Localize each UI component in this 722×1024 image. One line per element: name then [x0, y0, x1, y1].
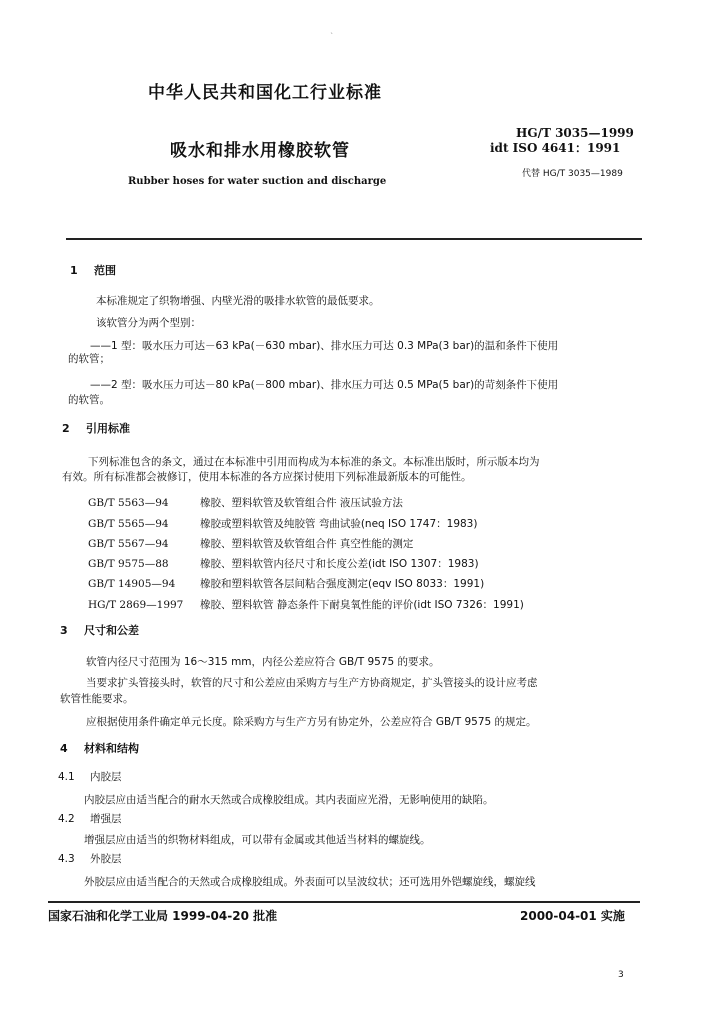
section-number: 3 — [60, 624, 68, 637]
paragraph: ——2 型：吸水压力可达－80 kPa(－800 mbar)、排水压力可达 0.5 MPa(5 bar)的苛刻条件下使用 — [90, 379, 559, 391]
reference-title: 橡胶、塑料软管及软管组合件 真空性能的测定 — [200, 538, 414, 550]
paragraph: 该软管分为两个型别： — [96, 317, 201, 329]
paragraph: 应根据使用条件确定单元长度。除采购方与生产方另有协定外，公差应符合 GB/T 9575 的规定。 — [86, 716, 537, 728]
reference-entry — [88, 576, 484, 591]
reference-title: 橡胶、塑料软管 静态条件下耐臭氧性能的评价(idt ISO 7326：1991) — [200, 599, 524, 611]
paragraph: 内胶层应由适当配合的耐水天然或合成橡胶组成。其内表面应光滑，无影响使用的缺陷。 — [84, 794, 494, 806]
reference-entry — [88, 536, 413, 551]
standard-body-heading: 中华人民共和国化工行业标准 — [148, 83, 382, 103]
reference-entry — [88, 597, 524, 612]
reference-code: GB/T 9575—88 — [88, 558, 169, 570]
paragraph: ——1 型：吸水压力可达－63 kPa(－630 mbar)、排水压力可达 0.3 MPa(3 bar)的温和条件下使用 — [90, 340, 559, 352]
section-number: 4 — [60, 742, 68, 755]
reference-entry — [88, 516, 477, 531]
page-number: 3 — [618, 970, 624, 980]
reference-code: HG/T 2869—1997 — [88, 599, 184, 611]
reference-code: GB/T 5563—94 — [88, 497, 169, 509]
subsection-number: 4.3 — [58, 853, 75, 865]
section-4-heading — [60, 740, 139, 756]
reference-title: 橡胶和塑料软管各层间粘合强度测定(eqv ISO 8033：1991) — [200, 578, 485, 590]
reference-code: GB/T 5567—94 — [88, 538, 169, 550]
page-title: 吸水和排水用橡胶软管 — [170, 141, 350, 161]
standard-number: HG/T 3035—1999 — [516, 126, 634, 140]
section-title: 引用标准 — [86, 422, 130, 435]
subsection-4-1-heading — [58, 770, 122, 784]
subsection-title: 内胶层 — [90, 771, 122, 783]
paragraph: 软管性能要求。 — [60, 693, 134, 705]
replaces-note: 代替 HG/T 3035—1989 — [522, 169, 623, 179]
section-number: 1 — [70, 264, 78, 277]
section-3-heading — [60, 622, 139, 638]
paragraph: 软管内径尺寸范围为 16～315 mm，内径公差应符合 GB/T 9575 的要求。 — [86, 656, 440, 668]
paragraph: 增强层应由适当的织物材料组成，可以带有金属或其他适当材料的螺旋线。 — [84, 834, 431, 846]
section-1-heading — [70, 262, 116, 278]
header-divider — [66, 238, 642, 240]
subsection-4-2-heading — [58, 812, 122, 826]
scan-speck: ˋ — [330, 32, 334, 41]
subsection-number: 4.1 — [58, 771, 75, 783]
paragraph: 的软管。 — [68, 394, 110, 406]
paragraph: 本标准规定了织物增强、内壁光滑的吸排水软管的最低要求。 — [96, 295, 380, 307]
subsection-4-3-heading — [58, 852, 122, 866]
reference-entry — [88, 495, 403, 510]
reference-title: 橡胶、塑料软管及软管组合件 液压试验方法 — [200, 497, 403, 509]
subsection-title: 外胶层 — [90, 853, 122, 865]
reference-title: 橡胶、塑料软管内径尺寸和长度公差(idt ISO 1307：1983) — [200, 558, 479, 570]
section-title: 尺寸和公差 — [84, 624, 139, 637]
section-title: 范围 — [94, 264, 116, 277]
paragraph: 外胶层应由适当配合的天然或合成橡胶组成。外表面可以呈波纹状；还可选用外铠螺旋线，螺旋线 — [84, 876, 536, 888]
reference-code: GB/T 5565—94 — [88, 518, 169, 530]
page-title-english: Rubber hoses for water suction and discharge — [128, 176, 387, 187]
subsection-title: 增强层 — [90, 813, 122, 825]
reference-title: 橡胶或塑料软管及纯胶管 弯曲试验(neq ISO 1747：1983) — [200, 518, 478, 530]
paragraph: 下列标准包含的条文，通过在本标准中引用而构成为本标准的条文。本标准出版时，所示版本均为 — [88, 456, 540, 468]
reference-code: GB/T 14905—94 — [88, 578, 176, 590]
approval-line: 国家石油和化学工业局 1999-04-20 批准 — [48, 909, 278, 923]
section-2-heading — [62, 420, 130, 436]
section-title: 材料和结构 — [84, 742, 139, 755]
iso-equivalent-number: idt ISO 4641：1991 — [490, 141, 621, 155]
paragraph: 当要求扩头管接头时，软管的尺寸和公差应由采购方与生产方协商规定，扩头管接头的设计应考虑 — [86, 677, 538, 689]
section-number: 2 — [62, 422, 70, 435]
reference-entry — [88, 556, 479, 571]
implementation-line: 2000-04-01 实施 — [520, 909, 625, 923]
paragraph: 有效。所有标准都会被修订，使用本标准的各方应探讨使用下列标准最新版本的可能性。 — [62, 471, 472, 483]
paragraph: 的软管； — [68, 353, 110, 365]
subsection-number: 4.2 — [58, 813, 75, 825]
footer-divider — [48, 901, 640, 903]
